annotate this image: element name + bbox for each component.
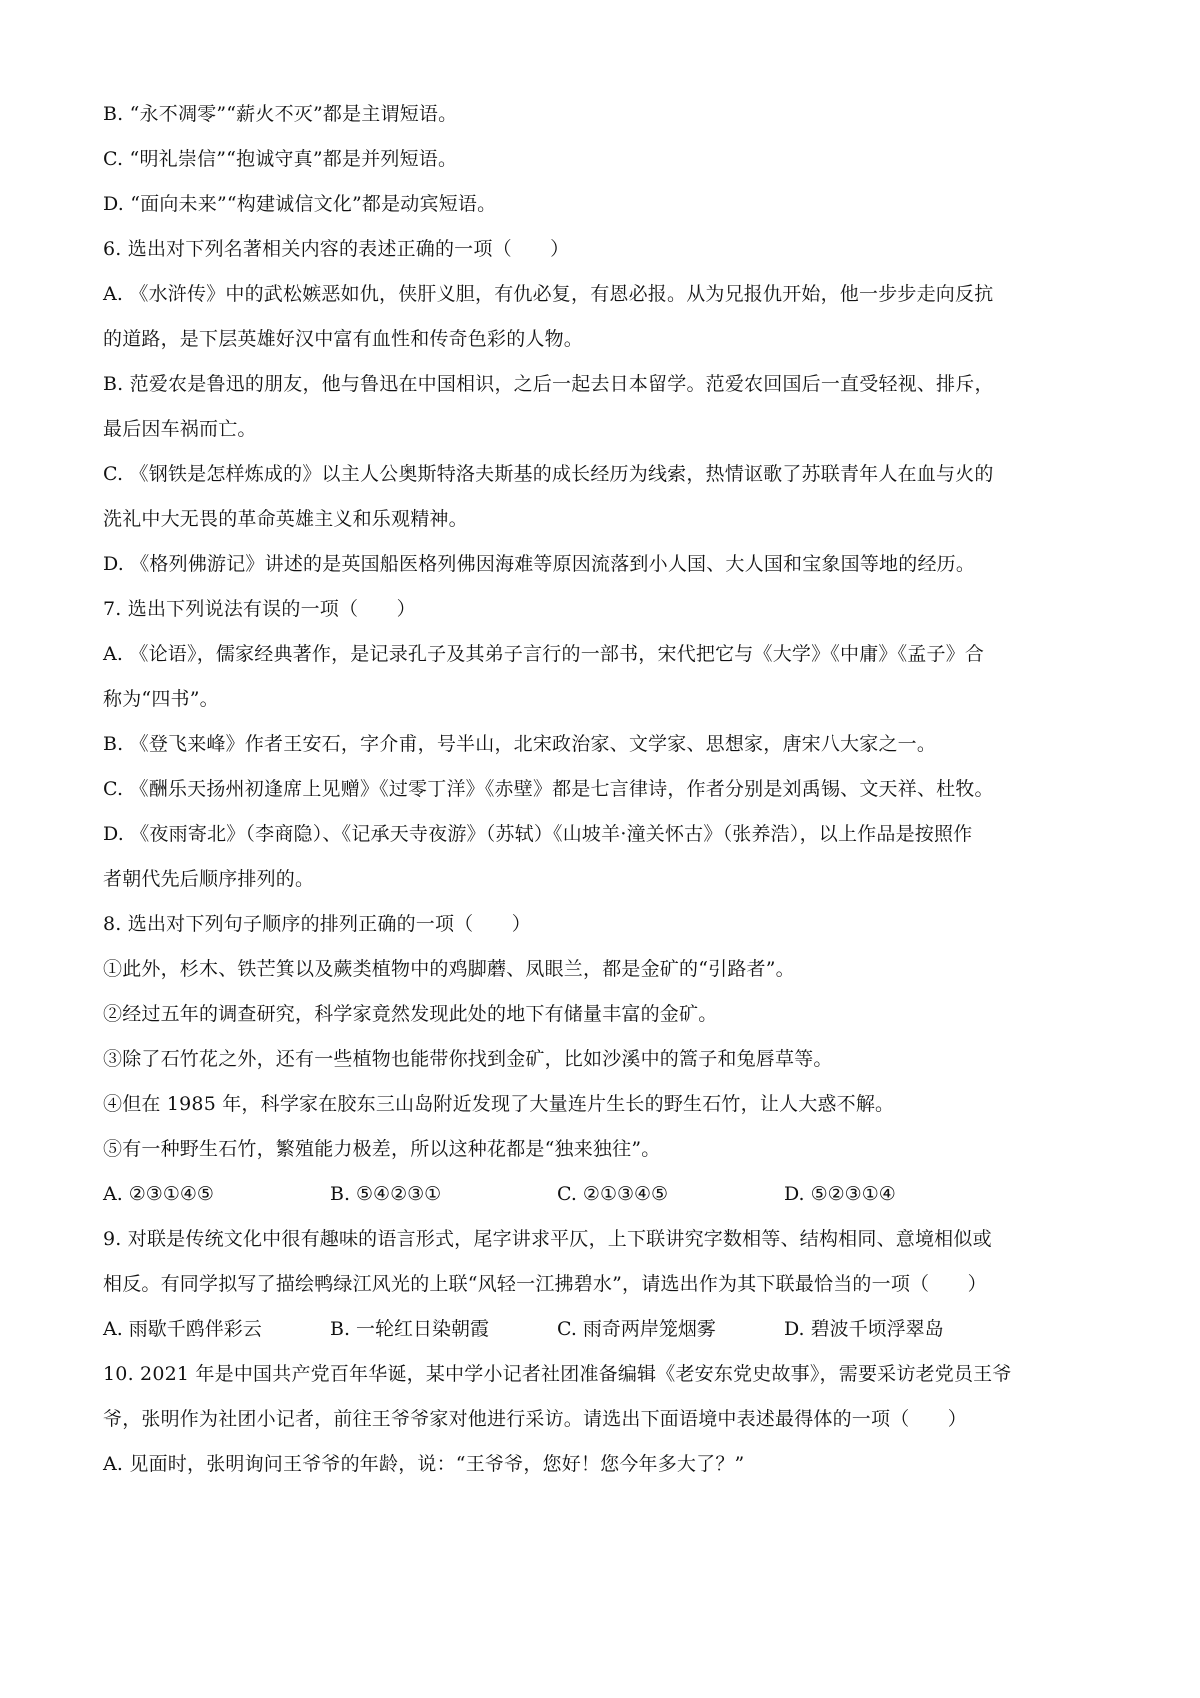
- q8-sentence: ④但在 1985 年，科学家在胶东三山岛附近发现了大量连片生长的野生石竹，让人大惑不解。: [103, 1093, 895, 1115]
- q7-line: 者朝代先后顺序排列的。: [103, 868, 315, 890]
- q10-option-a: A. 见面时，张明询问王爷爷的年龄，说：“王爷爷，您好！您今年多大了？”: [103, 1453, 745, 1475]
- q6-line: A. 《水浒传》中的武松嫉恶如仇，侠肝义胆，有仇必复，有恩必报。从为兄报仇开始，他一步步走向反抗: [103, 283, 994, 305]
- q5-option-b: B. “永不凋零”“薪火不灭”都是主谓短语。: [103, 103, 458, 125]
- question-5-options: [103, 92, 1103, 227]
- q8-option-a: [103, 1172, 330, 1217]
- q6-line: 最后因车祸而亡。: [103, 418, 257, 440]
- option-text: ②③①④⑤: [128, 1183, 214, 1205]
- question-8: [103, 902, 1103, 1217]
- q6-line: D. 《格列佛游记》讲述的是英国船医格列佛因海难等原因流落到小人国、大人国和宝象国等地的经历。: [103, 553, 976, 575]
- question-6: [103, 227, 1103, 587]
- q8-sentence: ⑤有一种野生石竹，繁殖能力极差，所以这种花都是“独来独往”。: [103, 1138, 661, 1160]
- question-10: [103, 1352, 1103, 1487]
- option-label: D.: [784, 1183, 805, 1205]
- q7-line: B. 《登飞来峰》作者王安石，字介甫，号半山，北宋政治家、文学家、思想家，唐宋八大家之一。: [103, 733, 937, 755]
- q7-line: 称为“四书”。: [103, 688, 219, 710]
- option-label: B.: [330, 1183, 351, 1205]
- option-label: D.: [784, 1318, 805, 1340]
- q6-line: 的道路，是下层英雄好汉中富有血性和传奇色彩的人物。: [103, 328, 584, 350]
- option-label: C.: [557, 1318, 577, 1340]
- q5-option-c: C. “明礼崇信”“抱诚守真”都是并列短语。: [103, 148, 458, 170]
- option-text: 一轮红日染朝霞: [356, 1318, 490, 1340]
- option-text: ⑤④②③①: [356, 1183, 442, 1205]
- q8-option-c: [557, 1172, 784, 1217]
- q9-option-c: [557, 1307, 784, 1352]
- option-text: 雨歇千鸥伴彩云: [128, 1318, 262, 1340]
- q6-line: 洗礼中大无畏的革命英雄主义和乐观精神。: [103, 508, 468, 530]
- option-text: ⑤②③①④: [810, 1183, 896, 1205]
- option-text: 碧波千顷浮翠岛: [810, 1318, 944, 1340]
- q8-option-d: [784, 1172, 1011, 1217]
- q9-option-b: [330, 1307, 557, 1352]
- q8-sentence: ③除了石竹花之外，还有一些植物也能带你找到金矿，比如沙溪中的篙子和兔唇草等。: [103, 1048, 833, 1070]
- q10-line: 爷，张明作为社团小记者，前往王爷爷家对他进行采访。请选出下面语境中表述最得体的一项（ ）: [103, 1408, 968, 1430]
- q9-options: [103, 1307, 1103, 1352]
- option-text: 雨奇两岸笼烟雾: [582, 1318, 716, 1340]
- q8-sentence: ①此外，杉木、铁芒箕以及蕨类植物中的鸡脚蘑、凤眼兰，都是金矿的“引路者”。: [103, 958, 795, 980]
- option-label: A.: [103, 1183, 123, 1205]
- q6-stem: 6. 选出对下列名著相关内容的表述正确的一项（ ）: [103, 238, 570, 260]
- q5-option-d: D. “面向未来”“构建诚信文化”都是动宾短语。: [103, 193, 497, 215]
- q8-options: [103, 1172, 1103, 1217]
- q9-option-a: [103, 1307, 330, 1352]
- option-text: ②①③④⑤: [582, 1183, 669, 1205]
- q8-sentence: ②经过五年的调查研究，科学家竟然发现此处的地下有储量丰富的金矿。: [103, 1003, 718, 1025]
- q8-option-b: [330, 1172, 557, 1217]
- q9-option-d: [784, 1307, 1011, 1352]
- q6-line: B. 范爱农是鲁迅的朋友，他与鲁迅在中国相识，之后一起去日本留学。范爱农回国后一直受轻视、排斥，: [103, 373, 994, 395]
- exam-content: [103, 92, 1103, 1487]
- q7-line: C. 《酬乐天扬州初逢席上见赠》《过零丁洋》《赤壁》都是七言律诗，作者分别是刘禹锡、文天祥、杜牧。: [103, 778, 994, 800]
- q9-line: 9. 对联是传统文化中很有趣味的语言形式，尾字讲求平仄，上下联讲究字数相等、结构相同、意境相似或: [103, 1228, 992, 1250]
- q7-line: D. 《夜雨寄北》（李商隐）、《记承天寺夜游》（苏轼）《山坡羊·潼关怀古》（张养浩），以上作品是按照作: [103, 823, 973, 845]
- q8-stem: 8. 选出对下列句子顺序的排列正确的一项（ ）: [103, 913, 531, 935]
- option-label: B.: [330, 1318, 351, 1340]
- option-label: A.: [103, 1318, 123, 1340]
- q7-line: A. 《论语》，儒家经典著作，是记录孔子及其弟子言行的一部书，宋代把它与《大学》《中庸》《孟子》合: [103, 643, 985, 665]
- q7-stem: 7. 选出下列说法有误的一项（ ）: [103, 598, 416, 620]
- q10-line: 10. 2021 年是中国共产党百年华诞，某中学小记者社团准备编辑《老安东党史故事》，需要采访老党员王爷: [103, 1363, 1012, 1385]
- question-7: [103, 587, 1103, 902]
- question-9: [103, 1217, 1103, 1352]
- q9-line: 相反。有同学拟写了描绘鸭绿江风光的上联“风轻一江拂碧水”，请选出作为其下联最恰当的一项（ ）: [103, 1273, 987, 1295]
- option-label: C.: [557, 1183, 577, 1205]
- q6-line: C. 《钢铁是怎样炼成的》以主人公奥斯特洛夫斯基的成长经历为线索，热情讴歌了苏联青年人在血与火的: [103, 463, 994, 485]
